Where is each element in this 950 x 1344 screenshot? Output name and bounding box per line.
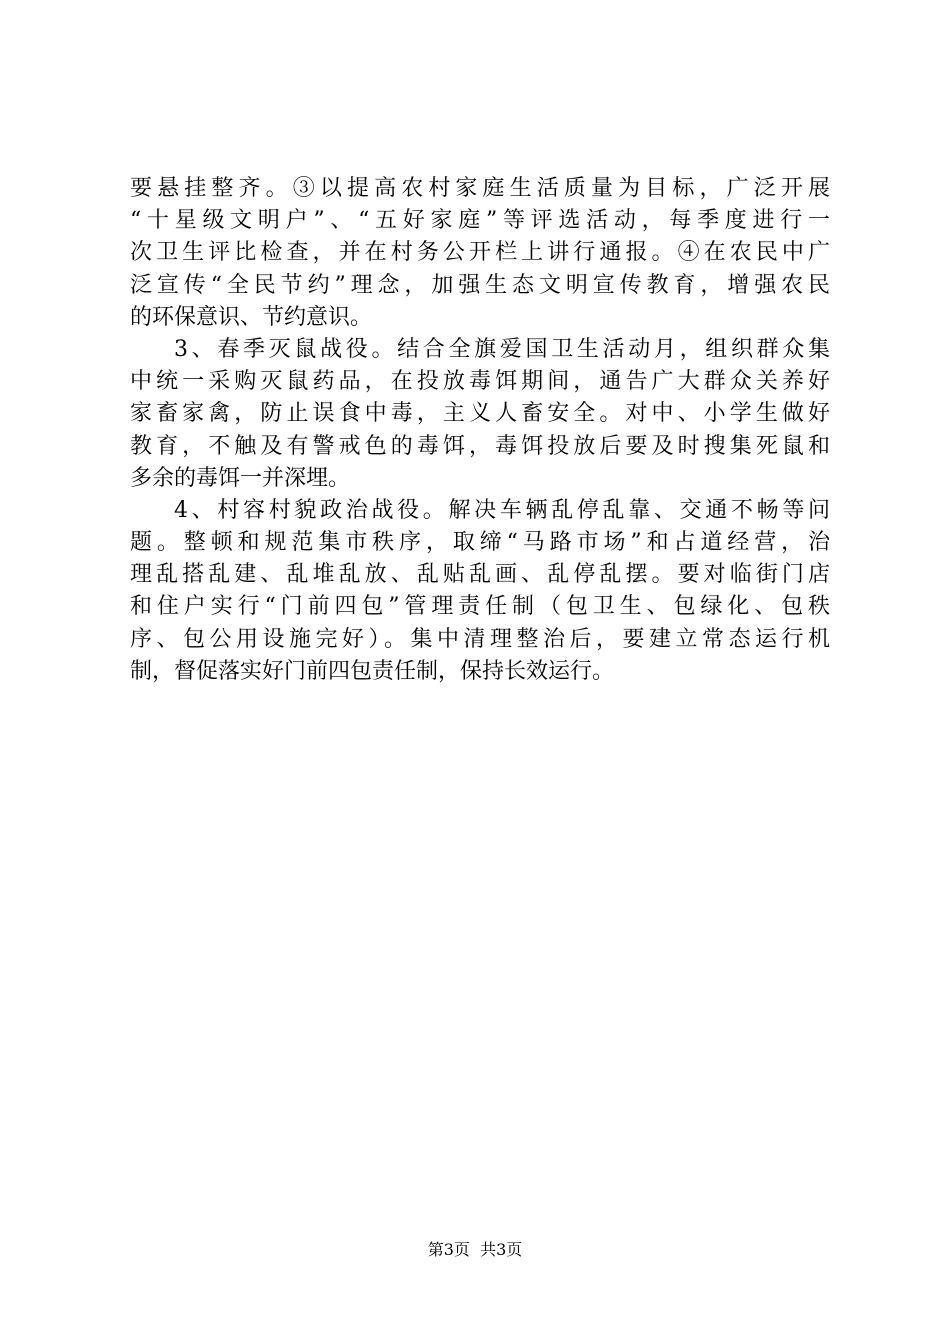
- text-line: 教育，不触及有警戒色的毒饵，毒饵投放后要及时搜集死鼠和: [130, 433, 830, 459]
- text-line: 题。整顿和规范集市秩序，取缔“马路市场”和占道经营，治: [130, 530, 830, 556]
- text-line: 理乱搭乱建、乱堆乱放、乱贴乱画、乱停乱摆。要对临街门店: [130, 562, 830, 588]
- text-line: 家畜家禽，防止误食中毒，主义人畜安全。对中、小学生做好: [130, 401, 830, 427]
- text-line: 次卫生评比检查，并在村务公开栏上讲行通报。④在农民中广: [130, 240, 830, 266]
- page-number: 第3页 共3页: [427, 1240, 523, 1259]
- text-line: 中统一采购灭鼠药品，在投放毒饵期间，通告广大群众关养好: [130, 369, 830, 395]
- text-line: 要悬挂整齐。③以提高农村家庭生活质量为目标，广泛开展: [130, 176, 830, 201]
- paragraph-continuation: [130, 173, 830, 334]
- text-line: 4、村容村貌政治战役。解决车辆乱停乱靠、交通不畅等问: [174, 497, 830, 523]
- page-footer: [0, 1240, 950, 1260]
- text-line: 泛宣传“全民节约”理念，加强生态文明宣传教育，增强农民: [130, 272, 830, 298]
- paragraph-village-appearance: [130, 495, 830, 688]
- paragraph-spring-rodent-control: [130, 334, 830, 495]
- text-line: 制，督促落实好门前四包责任制，保持长效运行。: [130, 658, 615, 684]
- text-line: 多余的毒饵一并深埋。: [130, 465, 351, 491]
- text-line: 3、春季灭鼠战役。结合全旗爱国卫生活动月，组织群众集: [174, 336, 830, 362]
- text-line: 和住户实行“门前四包”管理责任制（包卫生、包绿化、包秩: [130, 594, 830, 620]
- text-line: 的环保意识、节约意识。: [130, 304, 373, 330]
- document-body: [130, 173, 830, 688]
- text-line: 序、包公用设施完好）。集中清理整治后，要建立常态运行机: [130, 626, 830, 652]
- text-line: “十星级文明户”、“五好家庭”等评选活动，每季度进行一: [130, 208, 830, 234]
